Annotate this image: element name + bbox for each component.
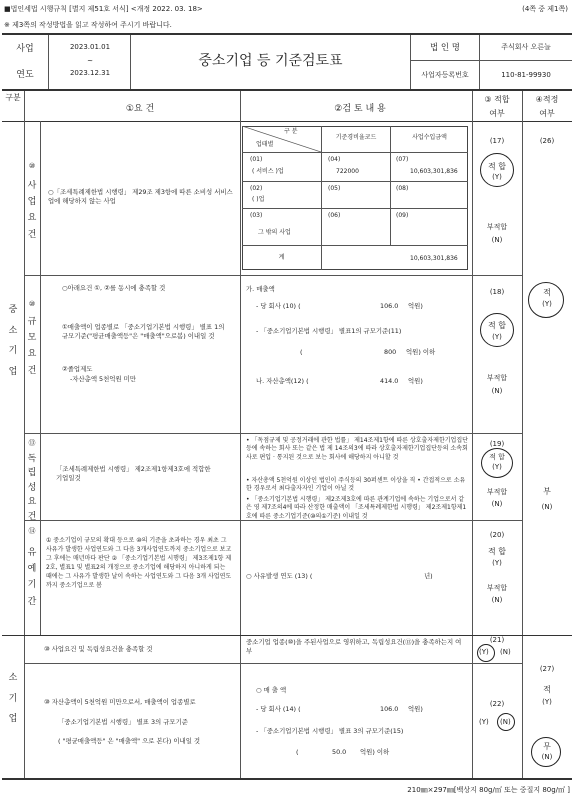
sec6-req2: 「중소기업기본법 시행령」 별표 3의 규모기준 [58, 718, 188, 726]
col-requirement: ①요 건 [125, 104, 155, 114]
sec2-rev4-unit: 억원) 이하 [406, 348, 436, 356]
col4-no: 부 [543, 487, 551, 496]
sec2-rev2: - 당 회사 (10) ( [256, 302, 301, 310]
col4-num-26: (26) [539, 137, 555, 145]
sec6-rev4-unit: 억원) 이하 [360, 748, 390, 756]
sec2-fit-yes: 적 합 [488, 321, 506, 330]
sec2-fit-n: (N) [491, 387, 503, 395]
sec2-rev2-unit: 억원) [408, 302, 423, 310]
table-head-rev: 사업수입금액 [412, 134, 447, 141]
col4-y: (Y) [542, 300, 552, 308]
sec2-rev5: 나. 자산총액(12) ( [256, 377, 309, 385]
sec2-rev3: - 「중소기업기본법 시행령」 별표1의 규모기준(11) [256, 327, 402, 335]
page-indicator: (4쪽 중 제1쪽) [522, 5, 568, 13]
col4-small-n: (N) [541, 753, 553, 761]
r3-a2: 그 밖의 사업 [258, 229, 291, 236]
sec6-rev2-val: 106.0 [380, 705, 399, 713]
sec3-fit-yes: 적 합 [489, 453, 505, 461]
r3-a: (03) [250, 212, 263, 219]
sec3-rev1: • 「독점규제 및 공정거래에 관한 법률」 제14조제1항에 따른 상호출자제한기업집단등에 속하는 회사 또는 같은 법 제 14조의3에 따라 상호출자제한기업집단등의 소속회사로 편입 · 통지된 것으로 보는 회사에 해당하지 아니할 것 [246, 437, 468, 461]
sec6-req1: ⑩ 자산총액이 5천억원 미만으로서, 매출액이 업종별로 [44, 698, 196, 706]
r2-a2: ( )업 [252, 196, 265, 203]
sec5-fit-n: (N) [500, 648, 511, 656]
sec5-requirement: ⑩ 사업요건 및 독립성요건을 충족할 것 [44, 645, 153, 653]
sec3-rev3: • 「중소기업기본법 시행령」 제2조제3호에 따른 관계기업에 속하는 기업으로서 같은 영 제7조의4에 따라 산정한 매출액이 「조세특례제한법 시행령」 제2조제1항제1호에 따른 중소기업기준(⑩의①기준) 이내일 것 [246, 496, 467, 520]
sec2-req2: ①매출액이 업종별로 「중소기업기본법 시행령」 별표 1의 규모기준("평균매출액등"은 "매출액"으로봄) 이내일 것 [62, 323, 225, 341]
col-fit3b: 여부 [489, 109, 505, 118]
sec2-req3: ②졸업제도 [62, 365, 93, 373]
year-tilde: ~ [87, 57, 93, 65]
sec4-num: ⑭ [28, 527, 36, 535]
sec2-rev4: ( [300, 348, 303, 356]
total-value: 10,603,301,836 [410, 255, 458, 262]
r2-b: (05) [328, 185, 341, 192]
sec3-rev2: • 자산총액 5천억원 이상인 법인이 주식등의 30퍼센트 이상을 직 • 간접적으로 소유한 경우로서 최다출자자인 기업이 아닐 것 [246, 477, 466, 493]
sec4-fit-no: 부적합 [486, 584, 508, 592]
total-label: 계 [278, 254, 285, 261]
sec2-rev1: 가. 매출액 [246, 285, 275, 293]
sec2-fit-y: (Y) [492, 333, 502, 341]
sec2-fit-no: 부적합 [486, 374, 508, 382]
reg-no-value: 110-81-99930 [501, 71, 551, 79]
sec3-fit-no: 부적합 [486, 488, 508, 496]
corp-name-label: 법 인 명 [429, 43, 461, 53]
sec2-req1: ○아래요건 ①, ②를 동시에 충족할 것 [62, 284, 166, 292]
r2-c: (08) [396, 185, 409, 192]
small-business-label: 소 기 업 [8, 673, 18, 725]
table-head-gubun: 구 분 [284, 128, 298, 135]
r1-b: (04) [328, 156, 341, 163]
col4-yes: 적 [543, 288, 551, 297]
year-label: 사업 [16, 44, 34, 54]
sec2-num: ⑩ [28, 300, 36, 308]
sec1-label: 사 업 요 건 [27, 181, 37, 240]
col4-small-yes: 적 [543, 685, 551, 694]
sec6-req3: ( "평균매출액등" 은 "매출액" 으로 본다) 이내일 것 [58, 737, 201, 745]
sec3-label: 독 립 성 요 건 [27, 454, 37, 522]
sec4-label: 유 예 기 간 [27, 548, 37, 607]
paper-spec: 210㎜×297㎜[백상지 80g/㎡ 또는 중질지 80g/㎡ ] [407, 786, 570, 794]
sec6-rev3: - 「중소기업기본법 시행령」 별표 3의 규모기준(15) [256, 727, 404, 735]
document-title: 중소기업 등 기준검토표 [198, 53, 343, 69]
sec4-rev: ○ 사유발생 연도 (13) ( [246, 572, 313, 580]
year-label-2: 연도 [16, 70, 34, 80]
sec4-fit-num: (20) [489, 531, 505, 539]
col4-num-27: (27) [539, 665, 555, 673]
sec5-review: 중소기업 업종(⑩)을 주된사업으로 영위하고, 독립성요건(⑬)을 충족하는지 여부 [246, 638, 462, 656]
sec6-fit-num: (22) [489, 700, 505, 708]
r1-a: (01) [250, 156, 263, 163]
r1-c2: 10,603,301,836 [410, 168, 458, 175]
sec6-rev4-val: 50.0 [332, 748, 347, 756]
col4-n: (N) [541, 503, 553, 511]
year-to: 2023.12.31 [69, 69, 111, 77]
sec2-rev2-val: 106.0 [380, 302, 399, 310]
year-from: 2023.01.01 [69, 43, 111, 51]
col4-small-no: 무 [543, 742, 551, 751]
table-head-code: 기준경비율코드 [335, 134, 377, 141]
sec6-rev4: ( [296, 748, 299, 756]
sec5-fit-num: (21) [489, 636, 505, 644]
sec6-rev1: ○ 매 출 액 [256, 686, 287, 694]
col4-small-y: (Y) [542, 698, 552, 706]
r3-b: (06) [328, 212, 341, 219]
sec2-rev4-val: 800 [384, 348, 397, 356]
sec3-num: ⑬ [28, 439, 36, 447]
sec4-fit-yes: 적 합 [488, 547, 506, 556]
sec2-fit-num: (18) [489, 288, 505, 296]
col-gubun: 구분 [5, 93, 21, 102]
col-fit4: ④적정 [535, 95, 559, 104]
instruction-note: ※ 제3쪽의 작성방법을 읽고 작성하여 주시기 바랍니다. [4, 21, 172, 29]
r3-c: (09) [396, 212, 409, 219]
sec2-label: 규 모 요 건 [27, 317, 37, 376]
col-fit3: ③ 적합 [484, 95, 510, 104]
corp-name-value: 주식회사 오른늘 [501, 43, 551, 51]
sec1-fit-yes: 적 합 [488, 162, 506, 171]
sec4-fit-n: (N) [491, 596, 503, 604]
col-fit4b: 여부 [539, 109, 555, 118]
sec1-requirement: ○「조세특례제한법 시행령」 제29조 제3항에 따른 소비성 서비스업에 해당하지 않는 사업 [48, 188, 233, 206]
sec6-fit-n: (N) [500, 718, 511, 726]
sec6-rev2: - 당 회사 (14) ( [256, 705, 301, 713]
sec1-fit-y: (Y) [492, 173, 502, 181]
sec4-rev-unit: 년) [424, 572, 433, 580]
reg-no-label: 사업자등록번호 [421, 71, 469, 79]
sec1-fit-no: 부적합 [486, 223, 508, 231]
sec5-fit-y: (Y) [479, 648, 489, 656]
sec4-fit-y: (Y) [492, 559, 502, 567]
sec1-fit-num: (17) [489, 137, 505, 145]
sme-label: 중 소 기 업 [8, 305, 18, 378]
r2-a: (02) [250, 185, 263, 192]
sec6-rev2-unit: 억원) [408, 705, 423, 713]
sec3-fit-num: (19) [489, 440, 505, 448]
sec1-fit-n: (N) [491, 236, 503, 244]
sec3-requirement: 「조세특례제한법 시행령」 제2조제1항제3호에 적합한 기업일것 [56, 465, 211, 483]
sec4-requirement: ① 중소기업이 규모의 확대 등으로 ⑩의 기준을 초과하는 경우 최초 그 사유가 발생한 사업연도와 그 다음 3개사업연도까지 중소기업으로 보고 그 후에는 매년마다 판단 ② 「중소기업기본법 시행령」 제3조제1항 제2호, 별표1 및 별표2의 개정으로 중소기업에 해당하지 아니하게 되는 때에는 그 사유가 발생한 날이 속하는 사업연도와 그 다음 3개 사업연도까지 중소기업으로 봄 [46, 537, 232, 589]
sec6-fit-y: (Y) [479, 718, 489, 726]
sec3-fit-y: (Y) [492, 463, 502, 471]
sec2-rev5-val: 414.0 [380, 377, 399, 385]
sec2-rev5-unit: 억원) [408, 377, 423, 385]
r1-b2: 722000 [336, 168, 359, 175]
r1-c: (07) [396, 156, 409, 163]
sec3-fit-n: (N) [491, 500, 503, 508]
col-review: ②검 토 내 용 [334, 104, 386, 114]
regulation-text: ■법인세법 시행규칙 [별지 제51호 서식] <개정 2022. 03. 18> [4, 5, 203, 13]
table-diagonal [242, 126, 321, 152]
r1-a2: ( 서비스 )업 [252, 168, 284, 175]
sec2-req4: -자산총액 5천억원 미만 [70, 375, 136, 383]
table-head-type: 업태별 [256, 141, 274, 148]
sec1-num: ⑩ [28, 162, 36, 170]
